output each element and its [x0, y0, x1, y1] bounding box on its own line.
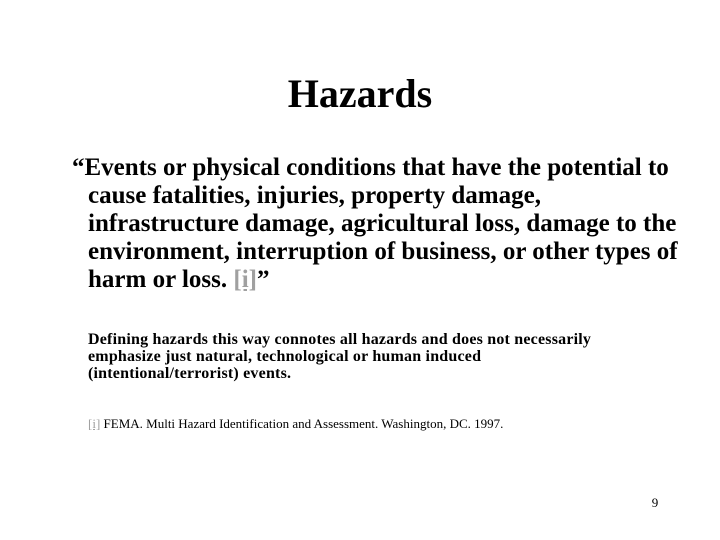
footnote	[88, 416, 648, 432]
footnote-text: FEMA. Multi Hazard Identification and Assessment. Washington, DC. 1997.	[103, 416, 504, 431]
hazard-definition-quote	[72, 154, 678, 294]
footnote-marker-link[interactable]: [i]	[88, 416, 101, 431]
definition-note: Defining hazards this way connotes all hazards and does not necessarily emphasize just natural, technological or human induced (intentional/terrorist) events.	[88, 331, 592, 382]
quote-close-mark: ”	[256, 266, 270, 293]
slide-title: Hazards	[287, 71, 433, 116]
page-number: 9	[651, 495, 659, 510]
footnote-reference-link[interactable]: [i]	[233, 266, 257, 293]
quote-text: Events or physical conditions that have the potential to cause fatalities, injuries, property damage, infrastructure damage, agricultural loss, damage to the environment, interruption of business, or other types of harm or loss.	[84, 154, 678, 293]
quote-open-mark: “	[72, 154, 85, 181]
